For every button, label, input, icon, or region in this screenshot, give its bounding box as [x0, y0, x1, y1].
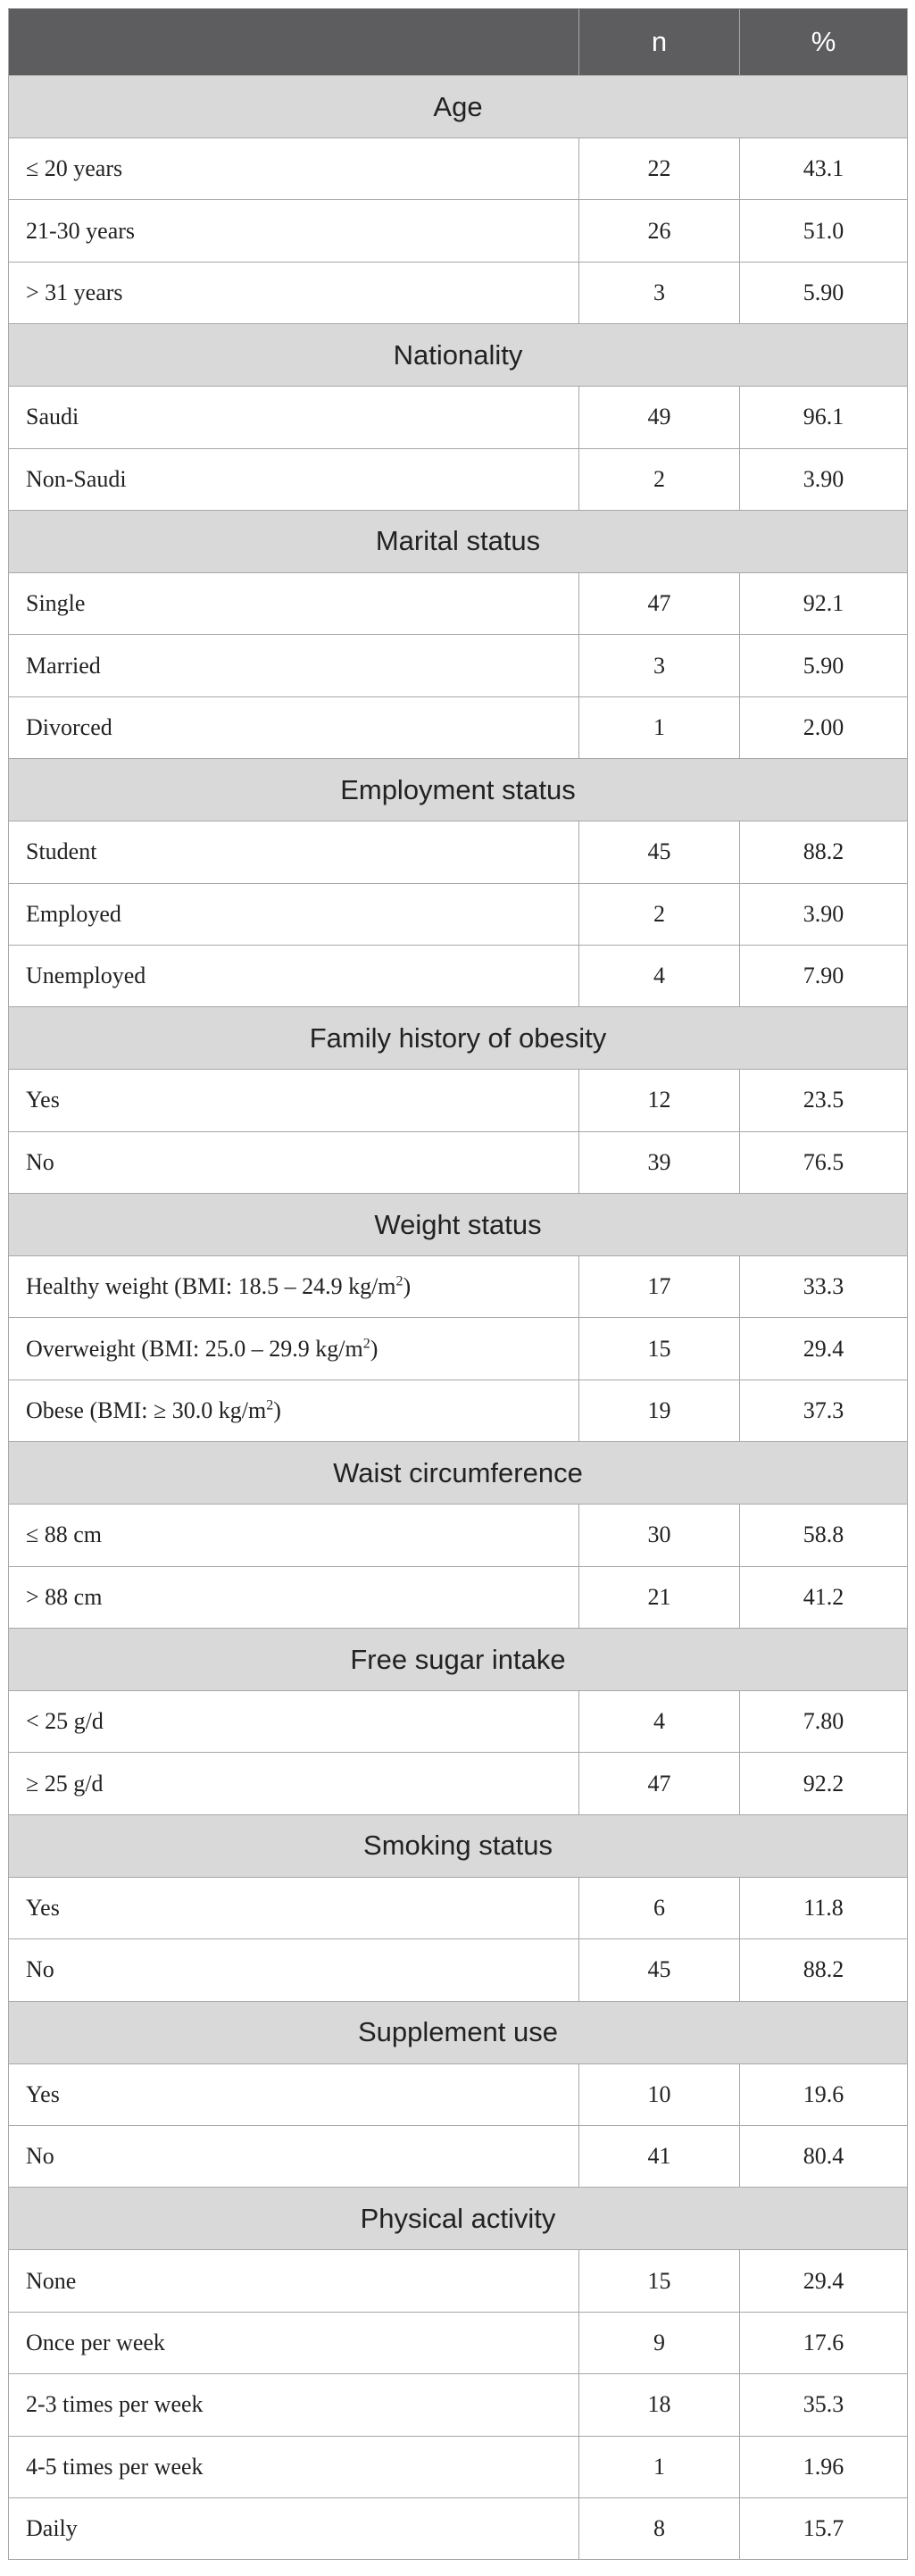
count-cell: 30 — [579, 1505, 740, 1566]
row-label: 4-5 times per week — [26, 2453, 204, 2480]
table-row — [9, 821, 908, 883]
table-row — [9, 2125, 908, 2187]
row-label-cell — [9, 1691, 579, 1753]
section-title: Smoking status — [9, 1814, 908, 1877]
percent-cell: 3.90 — [740, 448, 908, 510]
row-label-cell — [9, 2063, 579, 2125]
row-label: Single — [26, 590, 86, 617]
count-cell: 15 — [579, 2250, 740, 2312]
row-label: Yes — [26, 1895, 60, 1921]
row-label-cell — [9, 448, 579, 510]
count-cell: 45 — [579, 821, 740, 883]
table-row — [9, 883, 908, 945]
count-cell: 17 — [579, 1256, 740, 1318]
table-row — [9, 1753, 908, 1814]
unit-superscript: 2 — [266, 1397, 274, 1413]
table-row — [9, 572, 908, 634]
count-cell: 1 — [579, 2436, 740, 2497]
row-label-cell — [9, 1753, 579, 1814]
section-title: Supplement use — [9, 2001, 908, 2063]
section-header-row — [9, 76, 908, 138]
row-label-cell — [9, 696, 579, 758]
section-title: Family history of obesity — [9, 1007, 908, 1070]
header-percent-cell: % — [740, 9, 908, 76]
section-header-row — [9, 324, 908, 387]
percent-cell: 2.00 — [740, 696, 908, 758]
section-title: Weight status — [9, 1194, 908, 1256]
row-label-cell — [9, 635, 579, 696]
section-header-row — [9, 1629, 908, 1691]
count-cell: 15 — [579, 1318, 740, 1380]
section-header-row — [9, 1442, 908, 1505]
row-label: Daily — [26, 2515, 78, 2542]
row-label-cell — [9, 2436, 579, 2497]
percent-cell: 29.4 — [740, 2250, 908, 2312]
section-title: Waist circumference — [9, 1442, 908, 1505]
table-body — [9, 76, 908, 2560]
percent-cell: 23.5 — [740, 1070, 908, 1131]
unit-superscript: 2 — [395, 1273, 403, 1289]
row-label: Saudi — [26, 404, 79, 430]
table-row — [9, 2436, 908, 2497]
count-cell: 47 — [579, 1753, 740, 1814]
percent-cell: 35.3 — [740, 2374, 908, 2436]
table-row — [9, 2063, 908, 2125]
row-label-cell — [9, 1256, 579, 1318]
section-header-row — [9, 510, 908, 572]
row-label-suffix: ) — [273, 1397, 281, 1424]
row-label-cell — [9, 1877, 579, 1938]
percent-cell: 76.5 — [740, 1131, 908, 1193]
percent-cell: 41.2 — [740, 1566, 908, 1628]
row-label: Student — [26, 838, 97, 865]
row-label-cell — [9, 945, 579, 1006]
table-row — [9, 2497, 908, 2559]
table-row — [9, 1380, 908, 1441]
row-label-cell — [9, 1318, 579, 1380]
count-cell: 22 — [579, 138, 740, 200]
section-title: Marital status — [9, 510, 908, 572]
table-row — [9, 1505, 908, 1566]
row-label-cell — [9, 1939, 579, 2001]
row-label: Healthy weight (BMI: 18.5 – 24.9 kg/m — [26, 1273, 396, 1300]
percent-cell: 3.90 — [740, 883, 908, 945]
demographics-table — [8, 8, 908, 2560]
count-cell: 3 — [579, 635, 740, 696]
row-label-cell — [9, 1566, 579, 1628]
row-label: ≤ 20 years — [26, 155, 123, 182]
row-label-cell — [9, 2497, 579, 2559]
count-cell: 18 — [579, 2374, 740, 2436]
percent-cell: 88.2 — [740, 1939, 908, 2001]
row-label: Divorced — [26, 713, 112, 740]
row-label: Obese (BMI: ≥ 30.0 kg/m — [26, 1397, 267, 1424]
table-row — [9, 1256, 908, 1318]
percent-cell: 51.0 — [740, 200, 908, 262]
row-label-cell — [9, 883, 579, 945]
table-row — [9, 448, 908, 510]
row-label-cell — [9, 1505, 579, 1566]
percent-cell: 58.8 — [740, 1505, 908, 1566]
count-cell: 3 — [579, 262, 740, 323]
count-cell: 8 — [579, 2497, 740, 2559]
row-label-suffix: ) — [370, 1335, 378, 1362]
table-header-row — [9, 9, 908, 76]
percent-cell: 96.1 — [740, 387, 908, 448]
section-header-row — [9, 1007, 908, 1070]
percent-cell: 80.4 — [740, 2125, 908, 2187]
row-label: > 88 cm — [26, 1583, 103, 1610]
row-label-cell — [9, 2250, 579, 2312]
percent-cell: 1.96 — [740, 2436, 908, 2497]
table-row — [9, 1070, 908, 1131]
row-label: 2-3 times per week — [26, 2391, 204, 2418]
section-title: Age — [9, 76, 908, 138]
count-cell: 19 — [579, 1380, 740, 1441]
row-label-cell — [9, 1380, 579, 1441]
table-row — [9, 1877, 908, 1938]
row-label: < 25 g/d — [26, 1708, 104, 1735]
percent-cell: 37.3 — [740, 1380, 908, 1441]
row-label: ≤ 88 cm — [26, 1521, 103, 1548]
row-label-cell — [9, 138, 579, 200]
table-row — [9, 1131, 908, 1193]
row-label-cell — [9, 821, 579, 883]
section-title: Free sugar intake — [9, 1629, 908, 1691]
table-row — [9, 1566, 908, 1628]
table-row — [9, 696, 908, 758]
table-row — [9, 2312, 908, 2373]
row-label-cell — [9, 2312, 579, 2373]
header-label-cell — [9, 9, 579, 76]
section-header-row — [9, 1194, 908, 1256]
row-label-cell — [9, 2125, 579, 2187]
percent-cell: 15.7 — [740, 2497, 908, 2559]
count-cell: 47 — [579, 572, 740, 634]
row-label-cell — [9, 572, 579, 634]
row-label-cell — [9, 387, 579, 448]
percent-cell: 11.8 — [740, 1877, 908, 1938]
count-cell: 49 — [579, 387, 740, 448]
section-header-row — [9, 759, 908, 821]
percent-cell: 88.2 — [740, 821, 908, 883]
table-row — [9, 1691, 908, 1753]
row-label: Yes — [26, 2080, 60, 2107]
count-cell: 2 — [579, 883, 740, 945]
percent-cell: 33.3 — [740, 1256, 908, 1318]
count-cell: 4 — [579, 1691, 740, 1753]
count-cell: 45 — [579, 1939, 740, 2001]
percent-cell: 92.1 — [740, 572, 908, 634]
percent-cell: 5.90 — [740, 635, 908, 696]
percent-cell: 43.1 — [740, 138, 908, 200]
row-label: No — [26, 2143, 54, 2170]
count-cell: 1 — [579, 696, 740, 758]
count-cell: 4 — [579, 945, 740, 1006]
unit-superscript: 2 — [362, 1336, 370, 1351]
percent-cell: 92.2 — [740, 1753, 908, 1814]
section-title: Employment status — [9, 759, 908, 821]
row-label-cell — [9, 2374, 579, 2436]
table-row — [9, 387, 908, 448]
count-cell: 21 — [579, 1566, 740, 1628]
count-cell: 6 — [579, 1877, 740, 1938]
percent-cell: 19.6 — [740, 2063, 908, 2125]
header-n-cell: n — [579, 9, 740, 76]
count-cell: 10 — [579, 2063, 740, 2125]
row-label-cell — [9, 200, 579, 262]
row-label: Yes — [26, 1087, 60, 1113]
percent-cell: 7.90 — [740, 945, 908, 1006]
table-row — [9, 138, 908, 200]
table-row — [9, 2374, 908, 2436]
table-row — [9, 635, 908, 696]
row-label: Overweight (BMI: 25.0 – 29.9 kg/m — [26, 1335, 363, 1362]
row-label-suffix: ) — [403, 1273, 412, 1300]
row-label: 21-30 years — [26, 217, 136, 244]
table-row — [9, 945, 908, 1006]
table-row — [9, 2250, 908, 2312]
count-cell: 9 — [579, 2312, 740, 2373]
table-row — [9, 262, 908, 323]
section-title: Nationality — [9, 324, 908, 387]
section-title: Physical activity — [9, 2188, 908, 2250]
row-label: > 31 years — [26, 279, 123, 305]
row-label: Non-Saudi — [26, 465, 127, 492]
percent-cell: 17.6 — [740, 2312, 908, 2373]
table-row — [9, 1318, 908, 1380]
row-label-cell — [9, 1131, 579, 1193]
row-label: Employed — [26, 900, 121, 927]
row-label: ≥ 25 g/d — [26, 1770, 104, 1797]
percent-cell: 5.90 — [740, 262, 908, 323]
row-label: No — [26, 1148, 54, 1175]
count-cell: 26 — [579, 200, 740, 262]
count-cell: 39 — [579, 1131, 740, 1193]
row-label: None — [26, 2267, 77, 2294]
count-cell: 12 — [579, 1070, 740, 1131]
section-header-row — [9, 2001, 908, 2063]
percent-cell: 29.4 — [740, 1318, 908, 1380]
section-header-row — [9, 2188, 908, 2250]
table-row — [9, 1939, 908, 2001]
table-row — [9, 200, 908, 262]
percent-cell: 7.80 — [740, 1691, 908, 1753]
row-label: Married — [26, 652, 101, 679]
row-label: Unemployed — [26, 963, 146, 989]
count-cell: 2 — [579, 448, 740, 510]
count-cell: 41 — [579, 2125, 740, 2187]
section-header-row — [9, 1814, 908, 1877]
row-label: Once per week — [26, 2329, 165, 2355]
row-label-cell — [9, 262, 579, 323]
row-label-cell — [9, 1070, 579, 1131]
row-label: No — [26, 1956, 54, 1983]
